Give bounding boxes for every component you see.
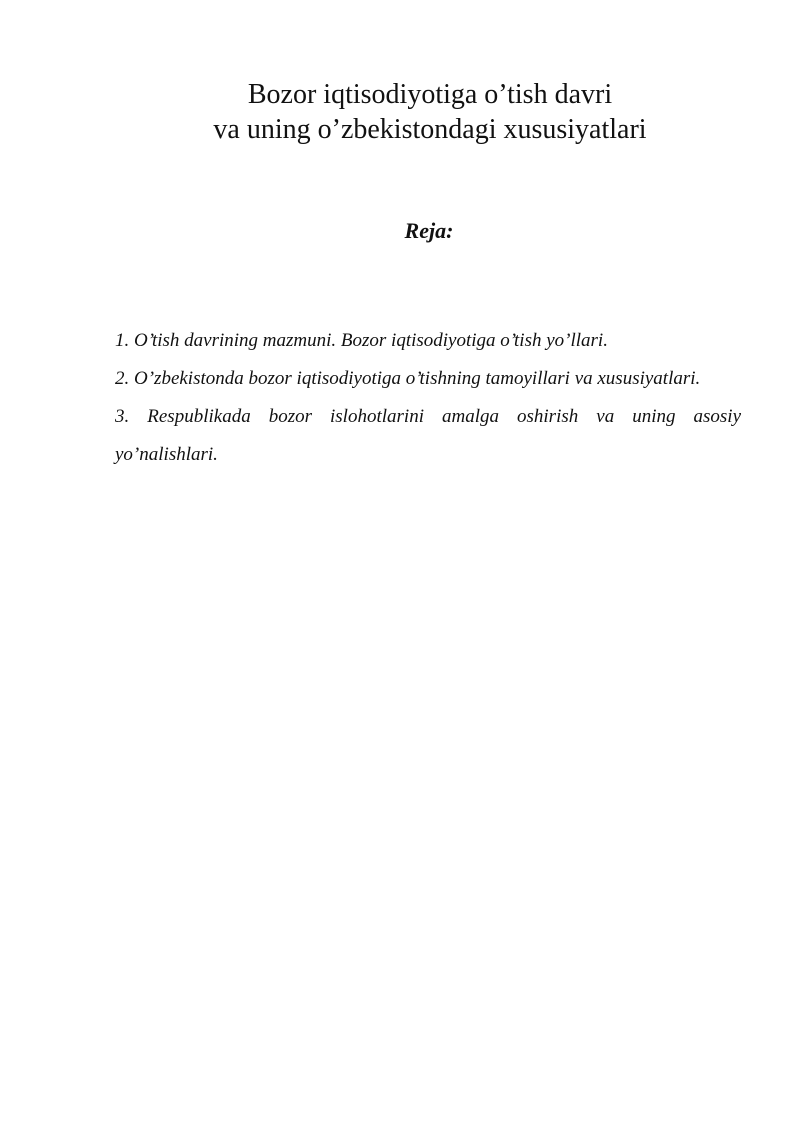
plan-item-3: 3. Respublikada bozor islohotlarini amalga oshirish va uning asosiy yo’nalishlari.: [115, 406, 741, 465]
plan-item-2: 2. O’zbekistonda bozor iqtisodiyotiga o’tishning tamoyillari va xususiyatlari.: [115, 368, 701, 389]
plan-heading: Reja:: [404, 218, 454, 243]
document-title-line-2: va uning o’zbekistondagi xususiyatlari: [213, 114, 647, 145]
document-title-line-1: Bozor iqtisodiyotiga o’tish davri: [247, 79, 613, 110]
plan-item-1: 1. O’tish davrining mazmuni. Bozor iqtisodiyotiga o’tish yo’llari.: [115, 330, 608, 351]
plan-list: [115, 322, 741, 474]
